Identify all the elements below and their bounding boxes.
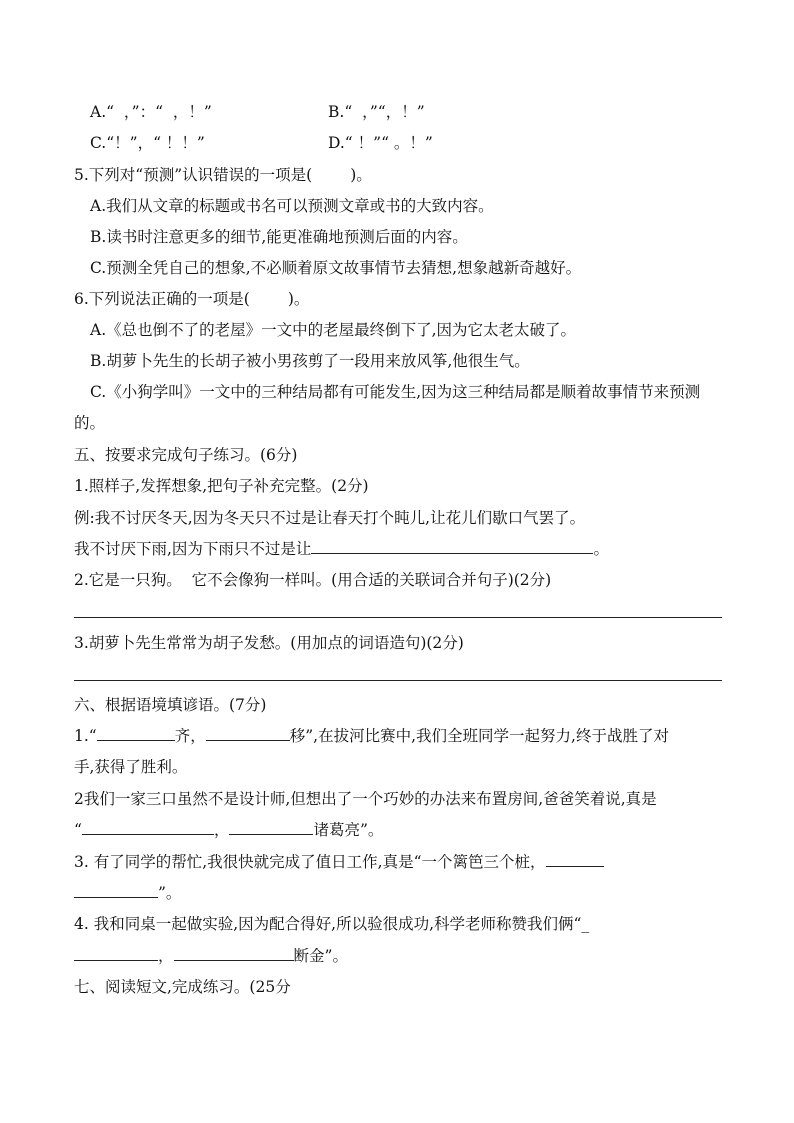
answer-line[interactable]	[74, 680, 722, 681]
answer-blank[interactable]	[206, 726, 290, 741]
q6-stem	[74, 289, 309, 309]
s6-q3-end: ”。	[158, 884, 182, 902]
q6-stem-text: 6.下列说法正确的一项是(	[74, 290, 250, 308]
q6-option-a: A.《总也倒不了的老屋》一文中的老屋最终倒下了,因为它太老太破了。	[90, 321, 577, 339]
q6-option-c-cont: 的。	[74, 414, 106, 432]
q6-option-b: B.胡萝卜先生的长胡子被小男孩剪了一段用来放风筝,他很生气。	[90, 352, 530, 370]
s6-q1-line2: 手,获得了胜利。	[74, 758, 188, 776]
answer-blank[interactable]	[97, 726, 175, 741]
q4-option-a: A.“ ，”：“ ，！”	[90, 103, 212, 121]
s6-q4-line1: 4. 我和同桌一起做实验,因为配合得好,所以验很成功,科学老师称赞我们俩“_	[74, 915, 590, 933]
section-seven-title: 七、阅读短文,完成练习。(25分	[74, 978, 291, 996]
s6-q2-mid: ，	[213, 821, 230, 839]
s6-q1-line1	[74, 726, 669, 746]
s5-q1-example: 例:我不讨厌冬天,因为冬天只不过是让春天打个盹儿,让花儿们歇口气罢了。	[74, 509, 586, 527]
s6-q3-line1	[74, 852, 604, 872]
answer-blank[interactable]	[229, 820, 313, 835]
answer-blank[interactable]	[74, 883, 158, 898]
s6-q4-end: 断金”。	[293, 947, 348, 965]
q5-stem-end: )。	[350, 166, 372, 184]
s6-q1-mid1: 齐，	[174, 727, 206, 745]
s6-q3-text: 3. 有了同学的帮忙,我很快就完成了值日工作,真是“一个篱笆三个桩，	[74, 853, 546, 871]
q4-option-d: D.“ ！”“ 。！”	[328, 134, 433, 152]
q5-stem	[74, 165, 372, 185]
s6-q2-line2	[74, 820, 383, 840]
s5-q2-stem: 2.它是一只狗。 它不会像狗一样叫。(用合适的关联词合并句子)(2分)	[74, 571, 552, 589]
answer-blank[interactable]	[82, 820, 214, 835]
s6-q1-open: 1.“	[74, 727, 97, 745]
q5-option-a: A.我们从文章的标题或书名可以预测文章或书的大致内容。	[90, 197, 494, 215]
answer-line[interactable]	[74, 617, 722, 618]
s6-q1-mid2: 移”,在拔河比赛中,我们全班同学一起努力,终于战胜了对	[289, 727, 669, 745]
q5-option-c: C.预测全凭自己的想象,不必顺着原文故事情节去猜想,想象越新奇越好。	[90, 259, 582, 277]
q5-option-b: B.读书时注意更多的细节,能更准确地预测后面的内容。	[90, 228, 468, 246]
s6-q2-open: “	[74, 821, 82, 839]
s5-q3-stem: 3.胡萝卜先生常常为胡子发愁。(用加点的词语造句)(2分)	[74, 634, 464, 652]
s6-q4-line2	[74, 946, 348, 966]
s6-q3-line2	[74, 883, 181, 903]
q6-option-c: C.《小狗学叫》一文中的三种结局都有可能发生,因为这三种结局都是顺着故事情节来预测	[90, 383, 701, 401]
answer-blank[interactable]	[546, 852, 604, 867]
q4-option-b: B.“ ，”“，！”	[328, 103, 425, 121]
s5-q1-period: 。	[593, 540, 609, 558]
q4-option-c: C.“！”，“ ！！”	[90, 134, 205, 152]
s5-q1-stem: 1.照样子,发挥想象,把句子补充完整。(2分)	[74, 477, 369, 495]
s6-q2-end: 诸葛亮”。	[313, 821, 384, 839]
answer-blank[interactable]	[174, 946, 294, 961]
answer-blank[interactable]	[311, 539, 593, 554]
section-five-title: 五、按要求完成句子练习。(6分)	[74, 446, 298, 464]
s5-q1-prompt: 我不讨厌下雨,因为下雨只不过是让	[74, 540, 312, 558]
s6-q4-mid: ，	[158, 947, 174, 965]
answer-blank[interactable]	[74, 946, 158, 961]
q6-stem-end: )。	[287, 290, 310, 308]
s6-q2-line1: 2我们一家三口虽然不是设计师,但想出了一个巧妙的办法来布置房间,爸爸笑着说,真是	[74, 790, 657, 808]
q5-stem-text: 5.下列对“预测”认识错误的一项是(	[74, 166, 313, 184]
s5-q1-line	[74, 539, 609, 559]
section-six-title: 六、根据语境填谚语。(7分)	[74, 696, 267, 714]
